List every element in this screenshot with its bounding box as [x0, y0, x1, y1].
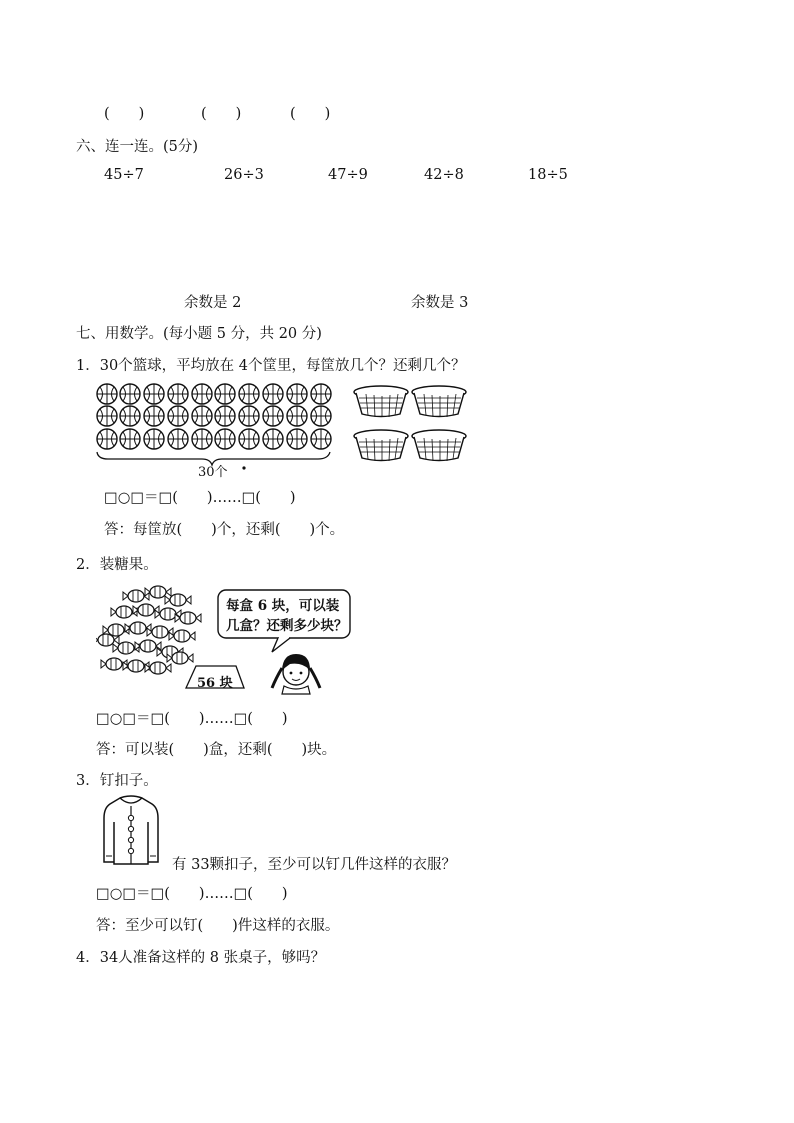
q2-answer: 答：可以装( )盒，还剩( )块。: [96, 742, 337, 758]
basketballs-and-baskets-illustration: [92, 378, 472, 476]
section6-title: 六、连一连。(5分): [76, 139, 199, 155]
expression-2: 26÷3: [224, 167, 264, 183]
q1-text: 1．30个篮球，平均放在 4个筐里，每筐放几个？还剩几个？: [76, 358, 466, 374]
q3-text: 3．钉扣子。: [76, 773, 158, 789]
q3-answer: 答：至少可以钉( )件这样的衣服。: [96, 918, 340, 934]
q1-count-label: 30个: [198, 465, 228, 480]
expression-1: 45÷7: [104, 167, 144, 183]
blank-1: ( ): [104, 106, 145, 122]
q2-text: 2．装糖果。: [76, 557, 158, 573]
q1-answer: 答：每筐放( )个，还剩( )个。: [104, 522, 345, 538]
blank-2: ( ): [201, 106, 242, 122]
q1-equation: □○□＝□( )……□( ): [104, 490, 296, 506]
q3-equation: □○□＝□( )……□( ): [96, 886, 288, 902]
target-remainder-2: 余数是 2: [184, 295, 242, 311]
expression-4: 42÷8: [424, 167, 464, 183]
candy-count-tag: 56 块: [197, 676, 233, 691]
expression-5: 18÷5: [528, 167, 568, 183]
q3-question: 有 33颗扣子，至少可以钉几件这样的衣服？: [172, 857, 457, 873]
section7-title: 七、用数学。(每小题 5 分，共 20 分): [76, 326, 322, 342]
blank-3: ( ): [290, 106, 331, 122]
q2-equation: □○□＝□( )……□( ): [96, 711, 288, 727]
q4-text: 4．34人准备这样的 8 张桌子，够吗？: [76, 950, 326, 966]
speech-bubble-line-2: 几盒？还剩多少块？: [226, 618, 348, 634]
speech-bubble-line-1: 每盒 6 块，可以装: [226, 598, 340, 614]
target-remainder-3: 余数是 3: [411, 295, 469, 311]
expression-3: 47÷9: [328, 167, 368, 183]
shirt-illustration: [100, 794, 162, 868]
